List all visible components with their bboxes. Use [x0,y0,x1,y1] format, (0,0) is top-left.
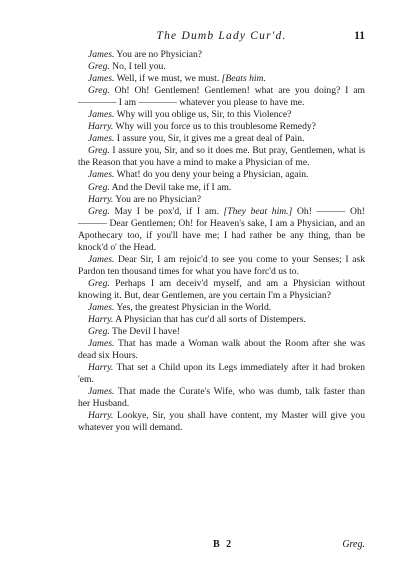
dialogue-line [78,49,365,61]
speech-text: Oh! Oh! Gentlemen! Gentlemen! what are you doing? I am ———— I am ———— whatever you please to have me. [78,85,365,109]
speech-text: What! do you deny your being a Physician, again. [114,169,309,181]
dialogue-line [78,61,365,73]
speaker-name: Greg. [88,145,110,157]
page-footer [78,538,365,552]
speaker-name: James. [88,133,115,145]
speech-text: Lookye, Sir, you shall have content, my Master will give you whatever you will demand. [78,410,365,434]
running-head [78,28,365,44]
dialogue-line [78,169,365,181]
dialogue-line [78,338,365,362]
dialogue-line [78,145,365,169]
speaker-name: James. [88,169,115,181]
speech-text: That has made a Woman walk about the Room after she was dead six Hours. [78,338,365,362]
play-text [78,49,365,435]
speech-text: Well, if we must, we must. [114,73,220,85]
dialogue-line [78,362,365,386]
speech-text: A Physician that has cur'd all sorts of Distempers. [113,314,306,326]
speaker-name: Greg. [88,85,110,97]
dialogue-line [78,326,365,338]
speech-text: And the Devil take me, if I am. [109,181,232,193]
speech-text: Why will you oblige us, Sir, to this Violence? [114,109,292,121]
speaker-name: Greg. [88,277,110,289]
speech-text: Why will you force us to this troublesome Remedy? [113,121,316,133]
dialogue-line [78,206,365,254]
dialogue-line [78,85,365,109]
speech-text: That made the Curate's Wife, who was dumb, talk faster than her Husband. [78,386,365,410]
speaker-name: Harry. [88,362,114,374]
speech-text: May I be pox'd, if I am. [109,205,219,217]
speaker-name: James. [88,338,115,350]
speech-text: Perhaps I am deceiv'd myself, and am a Physician without knowing it. But, dear Gentlemen, are you certain I'm a Physician? [78,277,365,301]
dialogue-line [78,133,365,145]
speech-text: No, I tell you. [109,61,166,73]
dialogue-line [78,182,365,194]
dialogue-line [78,302,365,314]
speaker-name: James. [88,253,115,265]
dialogue-line [78,314,365,326]
stage-direction: [They beat him.] [223,205,293,217]
speech-text: You are no Physician? [114,49,203,60]
speaker-name: Greg. [88,61,110,73]
speaker-name: Greg. [88,181,110,193]
speech-text-continued: Oh! ——— Oh! ——— Dear Gentlemen; Oh! for Heaven's sake, I am a Physician, and an Apothecary too, if you'll have me; I had rather be any thing, than be knock'd o' the Head. [78,205,365,253]
catchword: Greg. [342,539,365,550]
speech-text: I assure you, Sir, and so it does me. But pray, Gentlemen, what is the Reason that you have a mind to make a Physician of me. [78,145,365,169]
speech-text: Dear Sir, I am rejoic'd to see you come to your Senses; I ask Pardon ten thousand times for what you have forc'd us to. [78,253,365,277]
page-number: 11 [354,30,365,42]
running-title: The Dumb Lady Cur'd. [156,30,287,42]
signature-mark: B 2 [213,539,234,550]
speech-text: I assure you, Sir, it gives me a great deal of Pain. [114,133,305,145]
dialogue-line [78,386,365,410]
speaker-name: Greg. [88,205,110,217]
speaker-name: James. [88,49,115,60]
speaker-name: James. [88,386,115,398]
stage-direction: [Beats him. [221,73,266,85]
speaker-name: Greg. [88,326,110,338]
dialogue-line [78,73,365,85]
dialogue-line [78,194,365,206]
speaker-name: Harry. [88,410,114,422]
dialogue-line [78,278,365,302]
dialogue-line [78,109,365,121]
speaker-name: James. [88,109,115,121]
speech-text: Yes, the greatest Physician in the World. [114,301,272,313]
dialogue-line [78,254,365,278]
dialogue-line [78,121,365,133]
speaker-name: Harry. [88,193,114,205]
speech-text: That set a Child upon its Legs immediately after it had broken 'em. [78,362,365,386]
speech-text: You are no Physician? [113,193,201,205]
speech-text: The Devil I have! [109,326,180,338]
speaker-name: Harry. [88,314,114,326]
speaker-name: Harry. [88,121,114,133]
speaker-name: James. [88,73,115,85]
speaker-name: James. [88,301,115,313]
dialogue-line [78,410,365,434]
